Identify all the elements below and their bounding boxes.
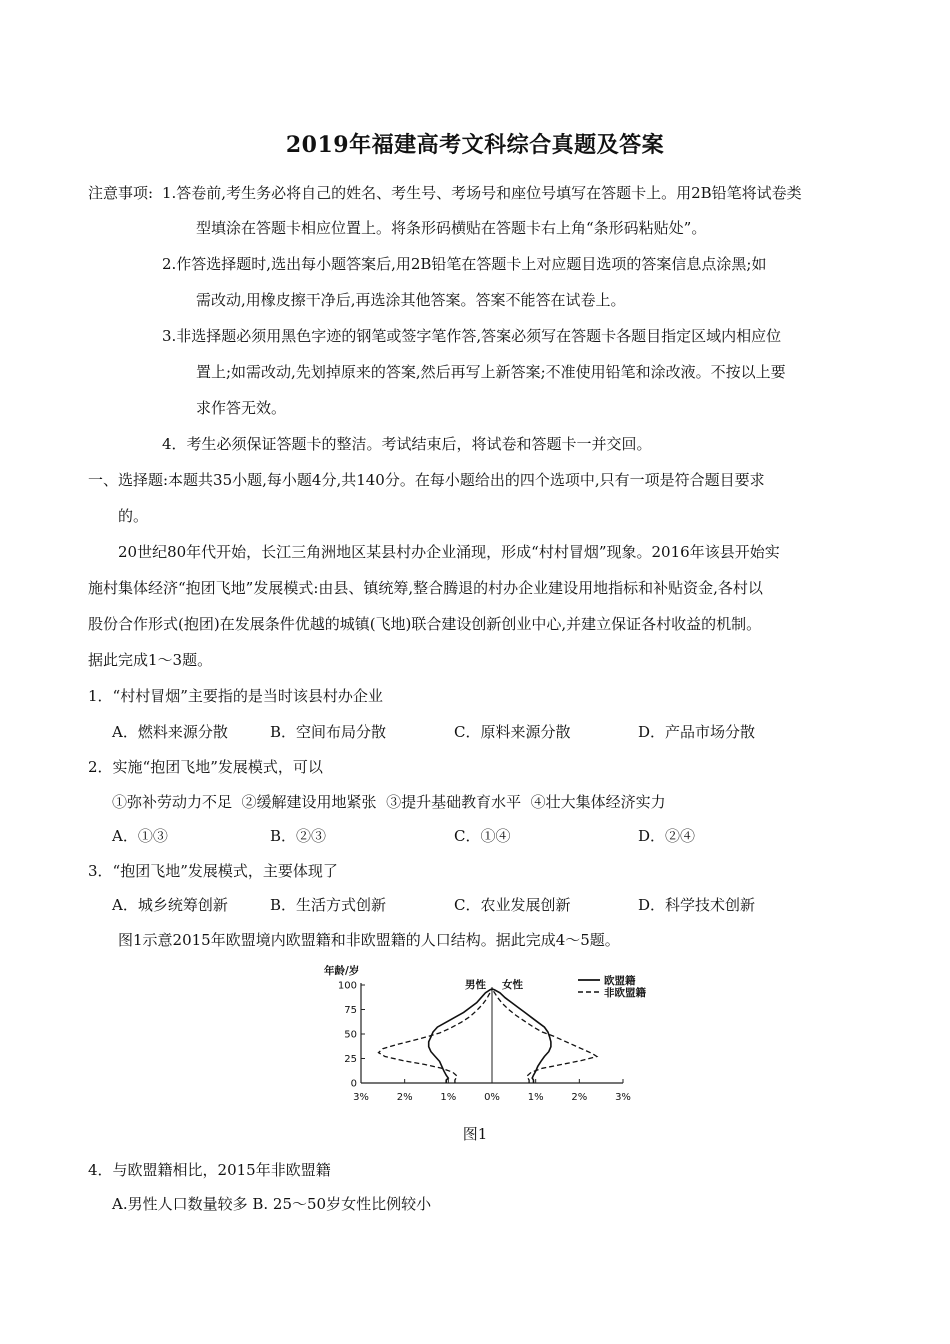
- chart-series: [379, 989, 597, 1083]
- notice-item-3-line-3: 求作答无效。: [196, 399, 287, 417]
- legend-label-2: 非欧盟籍: [604, 987, 646, 999]
- figure-intro: 图1示意2015年欧盟境内欧盟籍和非欧盟籍的人口结构。据此完成4～5题。: [118, 931, 620, 949]
- notice-item-1-line-1: 1.答卷前,考生务必将自己的姓名、考生号、考场号和座位号填写在答题卡上。用2B铅笔将试卷类: [162, 184, 802, 202]
- passage-line-2: 施村集体经济“抱团飞地”发展模式:由县、镇统筹,整合腾退的村办企业建设用地指标和补贴资金,各村以: [88, 579, 763, 597]
- y-tick-label: 0: [350, 1078, 357, 1090]
- q1-option-a: A．燃料来源分散: [112, 723, 228, 741]
- q4-options: A.男性人口数量较多 B. 25～50岁女性比例较小: [112, 1195, 432, 1213]
- notice-label: 注意事项:: [88, 184, 154, 202]
- notice-item-3-line-2: 置上;如需改动,先划掉原来的答案,然后再写上新答案;不准使用铅笔和涂改液。不按以上要: [196, 363, 786, 381]
- page-title: 2019年福建高考文科综合真题及答案: [285, 132, 665, 158]
- notice-item-2-line-2: 需改动,用橡皮擦干净后,再选涂其他答案。答案不能答在试卷上。: [196, 291, 626, 309]
- series-line-非欧盟籍-女性: [492, 989, 597, 1083]
- q3-option-d: D．科学技术创新: [638, 896, 756, 914]
- notice-item-4-line-1: 4．考生必须保证答题卡的整洁。考试结束后，将试卷和答题卡一并交回。: [162, 435, 652, 453]
- q2-option-d: D．②④: [638, 827, 696, 845]
- female-label: 女性: [502, 979, 523, 991]
- section1-line-2: 的。: [118, 507, 149, 525]
- q3-option-b: B．生活方式创新: [270, 896, 387, 914]
- y-tick-label: 50: [344, 1029, 357, 1041]
- x-tick-label: 1%: [527, 1092, 544, 1103]
- q4-stem: 4．与欧盟籍相比，2015年非欧盟籍: [88, 1161, 331, 1179]
- y-axis-label: 年龄/岁: [324, 965, 360, 977]
- population-pyramid-chart: [310, 960, 650, 1108]
- y-tick-label: 25: [344, 1054, 357, 1065]
- q1-option-c: C．原料来源分散: [454, 723, 571, 741]
- q1-option-d: D．产品市场分散: [638, 723, 756, 741]
- x-tick-label: 2%: [396, 1092, 413, 1103]
- passage-line-1: 20世纪80年代开始，长江三角洲地区某县村办企业涌现，形成“村村冒烟”现象。2016年该县开始实: [118, 543, 780, 561]
- notice-item-1-line-2: 型填涂在答题卡相应位置上。将条形码横贴在答题卡右上角“条形码粘贴处”。: [196, 219, 707, 237]
- q2-option-a: A．①③: [112, 827, 168, 845]
- q2-option-b: B．②③: [270, 827, 327, 845]
- q2-stem: 2．实施“抱团飞地”发展模式，可以: [88, 758, 323, 776]
- legend-label-1: 欧盟籍: [604, 975, 636, 987]
- y-tick-label: 100: [337, 980, 357, 992]
- q2-statements: ①弥补劳动力不足 ②缓解建设用地紧张 ③提升基础教育水平 ④壮大集体经济实力: [112, 793, 666, 811]
- q3-option-a: A．城乡统筹创新: [112, 896, 228, 914]
- male-label: 男性: [465, 979, 486, 991]
- figure-caption: 图1: [462, 1125, 488, 1143]
- x-tick-label: 3%: [353, 1092, 369, 1103]
- chart-labels: [324, 964, 631, 1103]
- notice-item-2-line-1: 2.作答选择题时,选出每小题答案后,用2B铅笔在答题卡上对应题目选项的答案信息点涂黑;如: [162, 255, 767, 273]
- x-tick-label: 1%: [440, 1092, 457, 1103]
- x-tick-label: 2%: [571, 1092, 588, 1103]
- q3-stem: 3．“抱团飞地”发展模式，主要体现了: [88, 862, 338, 880]
- x-tick-label: 0%: [484, 1092, 500, 1103]
- passage-line-4: 据此完成1～3题。: [88, 651, 213, 669]
- series-line-欧盟籍-男性: [429, 989, 492, 1083]
- q1-option-b: B．空间布局分散: [270, 723, 387, 741]
- section1-line-1: 一、选择题:本题共35小题,每小题4分,共140分。在每小题给出的四个选项中,只有一项是符合题目要求: [88, 471, 765, 489]
- q2-option-c: C．①④: [454, 827, 511, 845]
- y-tick-label: 75: [344, 1005, 357, 1016]
- notice-item-3-line-1: 3.非选择题必须用黑色字迹的钢笔或签字笔作答,答案必须写在答题卡各题目指定区域内相应位: [162, 327, 782, 345]
- passage-line-3: 股份合作形式(抱团)在发展条件优越的城镇(飞地)联合建设创新创业中心,并建立保证各村收益的机制。: [88, 615, 762, 633]
- chart-axes: [361, 983, 623, 1083]
- q1-stem: 1．“村村冒烟”主要指的是当时该县村办企业: [88, 687, 383, 705]
- x-tick-label: 3%: [615, 1092, 631, 1103]
- q3-option-c: C．农业发展创新: [454, 896, 571, 914]
- chart-legend: [578, 974, 646, 999]
